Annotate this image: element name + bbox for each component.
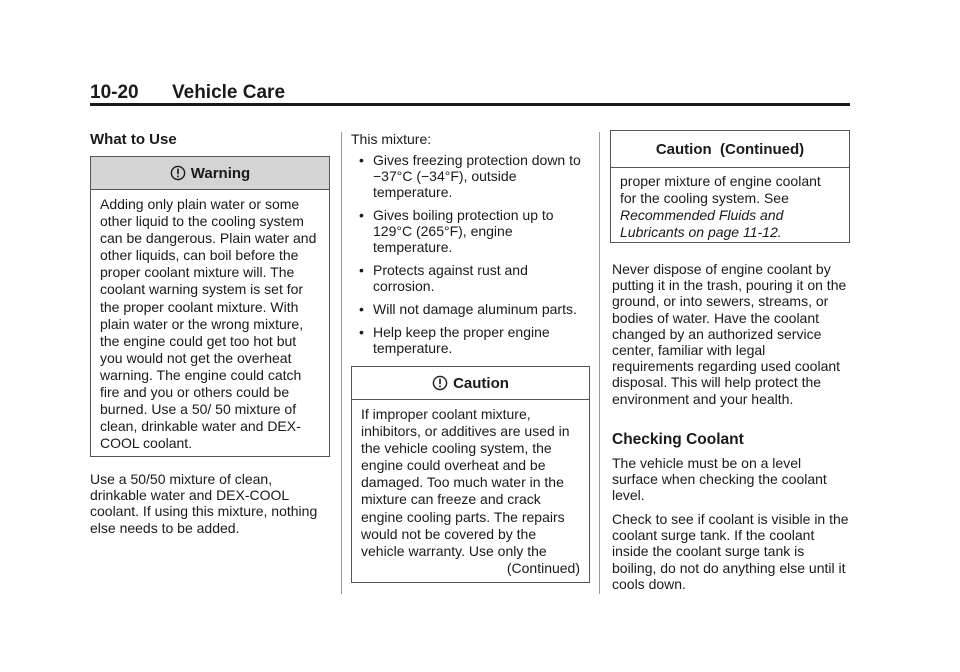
header-rule: [90, 103, 850, 106]
caution-title: Caution: [453, 374, 509, 392]
mixture-intro: This mixture:: [351, 131, 432, 147]
warning-icon: [170, 165, 186, 181]
caution-body-text: If improper coolant mixture, inhibitors, or additives are used in the vehicle cooling system, the engine could overheat and be damaged. Too much water in the mixture can freeze and crack engine cooling parts. The repairs would not be covered by the vehicle warranty. Use only the: [361, 406, 570, 559]
recommended-fluids-link[interactable]: Recommended Fluids and Lubricants on page 11-12.: [620, 207, 784, 241]
caution-continued-body: [611, 168, 849, 247]
paragraph-level-surface: The vehicle must be on a level surface when checking the coolant level.: [612, 455, 827, 504]
list-item: • Help keep the proper engine temperature.: [359, 324, 550, 356]
warning-body: Adding only plain water or some other liquid to the cooling system can be dangerous. Plain water and other liquids, can boil before the proper coolant mixture will. The coolant warning system is set for the proper coolant mixture. With plain water or the wrong mixture, the engine could get too hot but you would not get the overheat warning. The engine could catch fire and you or others could be burned. Use a 50/ 50 mixture of clean, drinkable water and DEX-COOL coolant.: [100, 196, 317, 452]
warning-header: [91, 157, 329, 190]
heading-what-to-use: What to Use: [90, 131, 177, 148]
caution-continued: (Continued): [506, 559, 580, 576]
mixture-bullet-list: [351, 152, 591, 363]
caution-icon: [432, 375, 448, 391]
caution-continued-text: proper mixture of engine coolant for the cooling system. See: [620, 173, 821, 207]
warning-box: [90, 156, 330, 457]
heading-checking-coolant: Checking Coolant: [612, 431, 744, 448]
column-divider-1: [341, 132, 342, 594]
list-item: • Will not damage aluminum parts.: [359, 301, 577, 317]
caution-continued-header: Caution (Continued): [611, 131, 849, 168]
list-item: • Protects against rust and corrosion.: [359, 262, 528, 294]
warning-title: Warning: [190, 164, 251, 182]
caution-continued-box: [610, 130, 850, 243]
list-item: • Gives freezing protection down to −37°C (−34°F), outside temperature.: [359, 152, 581, 200]
paragraph-mixture: Use a 50/50 mixture of clean, drinkable water and DEX-COOL coolant. If using this mixture, nothing else needs to be added.: [90, 471, 318, 536]
section-title: Vehicle Care: [172, 82, 286, 103]
column-divider-2: [599, 132, 600, 594]
caution-header: [352, 367, 589, 400]
page-number: 10-20: [90, 82, 139, 103]
paragraph-check-coolant: Check to see if coolant is visible in the coolant surge tank. If the coolant inside the coolant surge tank is boiling, do not do anything else until it cools down.: [612, 511, 849, 592]
list-item: • Gives boiling protection up to 129°C (265°F), engine temperature.: [359, 207, 554, 255]
caution-box: [351, 366, 590, 583]
caution-body: [352, 400, 589, 583]
paragraph-dispose: Never dispose of engine coolant by putting it in the trash, pouring it on the ground, or into sewers, streams, or bodies of water. Have the coolant changed by an authorized service center, familiar with legal requirements regarding used coolant disposal. This will help protect the environment and your health.: [612, 261, 847, 407]
